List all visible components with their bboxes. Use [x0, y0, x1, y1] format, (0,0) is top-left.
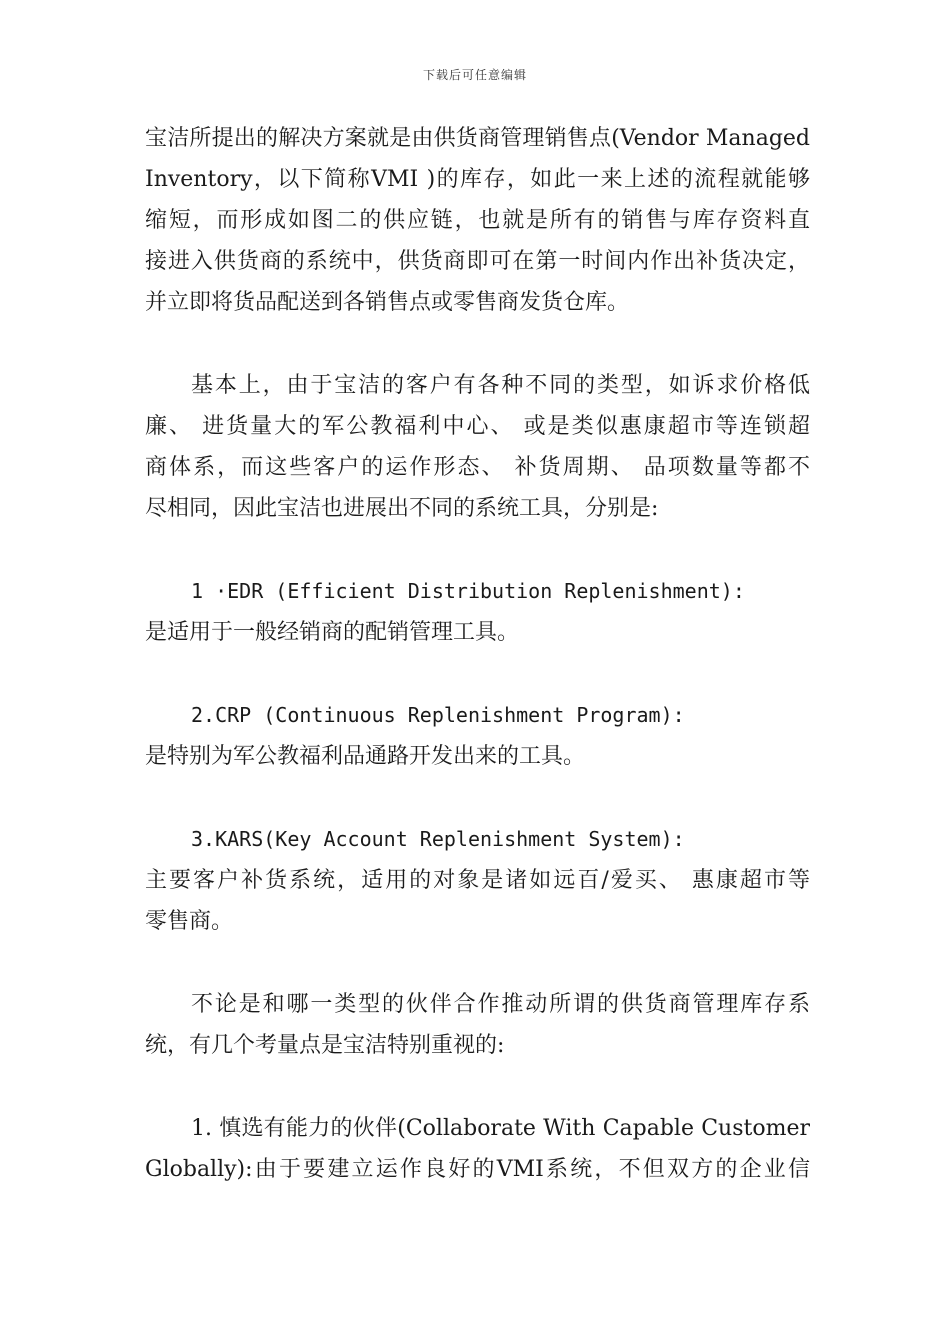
text-line: 1. 慎选有能力的伙伴(Collaborate With Capable Customer: [191, 1116, 810, 1141]
document-body: [145, 118, 810, 1190]
paragraph-gap: [145, 323, 810, 365]
list-item-title: 1 ·EDR (Efficient Distribution Replenishment):: [191, 579, 745, 603]
text-line: 商体系，而这些客户的运作形态、 补货周期、 品项数量等都不: [145, 455, 810, 480]
list-item-description: 是适用于一般经销商的配销管理工具。: [145, 620, 520, 645]
paragraph-gap: [145, 653, 810, 695]
page-header: 下载后可任意编辑: [422, 68, 527, 82]
text-line: 宝洁所提出的解决方案就是由供货商管理销售点(Vendor Managed: [145, 126, 810, 151]
list-item-description: 主要客户补货系统，适用的对象是诸如远百/爱买、 惠康超市等: [145, 868, 810, 893]
paragraph-gap: [145, 777, 810, 819]
text-line: 并立即将货品配送到各销售点或零售商发货仓库。: [145, 290, 630, 315]
list-item-title: 2.CRP (Continuous Replenishment Program):: [191, 703, 685, 727]
list-item-description: 零售商。: [145, 909, 234, 934]
list-item-title: 3.KARS(Key Account Replenishment System):: [191, 827, 685, 851]
paragraph-gap: [145, 1066, 810, 1108]
paragraph-customer-types: [145, 365, 810, 529]
text-line: Inventory，以下简称VMI )的库存，如此一来上述的流程就能够: [145, 167, 810, 192]
text-line: 尽相同，因此宝洁也进展出不同的系统工具，分别是:: [145, 496, 659, 521]
text-line: 不论是和哪一类型的伙伴合作推动所谓的供货商管理库存系: [191, 992, 810, 1017]
text-line: 缩短，而形成如图二的供应链，也就是所有的销售与库存资料直: [145, 208, 810, 233]
list-item-kars: [145, 819, 810, 942]
list-item-edr: [145, 571, 810, 653]
paragraph-capable-partner: [145, 1108, 810, 1190]
list-item-description: 是特别为军公教福利品通路开发出来的工具。: [145, 744, 586, 769]
text-line: 统，有几个考量点是宝洁特别重视的:: [145, 1033, 505, 1058]
paragraph-gap: [145, 942, 810, 984]
paragraph-gap: [145, 529, 810, 571]
list-item-crp: [145, 695, 810, 777]
text-line: 接进入供货商的系统中，供货商即可在第一时间内作出补货决定，: [145, 249, 810, 274]
paragraph-considerations: [145, 984, 810, 1066]
text-line: 廉、 进货量大的军公教福利中心、 或是类似惠康超市等连锁超: [145, 414, 810, 439]
text-line: Globally):由于要建立运作良好的VMI系统，不但双方的企业信: [145, 1157, 810, 1182]
text-line: 基本上，由于宝洁的客户有各种不同的类型，如诉求价格低: [191, 373, 810, 398]
paragraph-vmi-solution: [145, 118, 810, 323]
